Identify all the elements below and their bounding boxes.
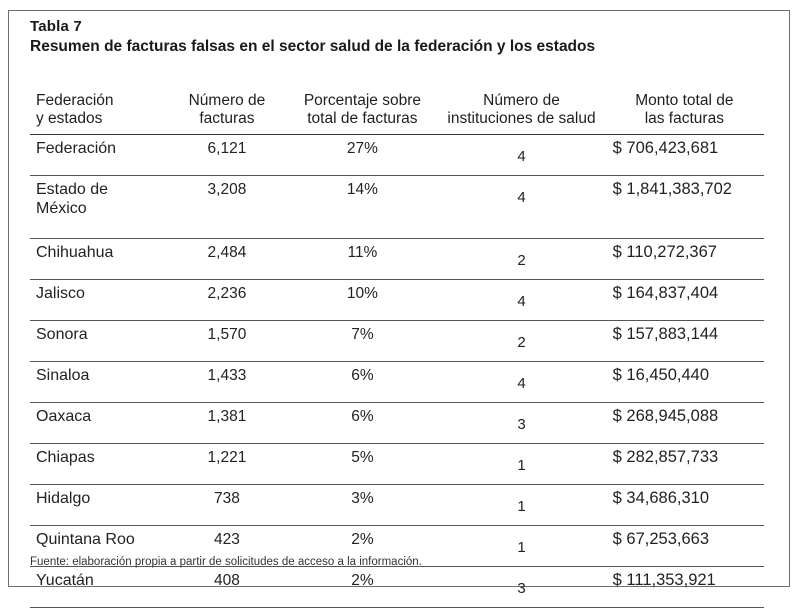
header-institutions	[438, 84, 604, 135]
cell-percent: 2%	[351, 531, 374, 548]
cell-state: Oaxaca	[36, 408, 92, 425]
header-amount-label: Monto total de las facturas	[635, 92, 734, 127]
table-header-row	[30, 84, 764, 135]
cell-invoices: 2,236	[207, 285, 247, 302]
cell-invoices: 408	[214, 572, 240, 589]
cell-state: Hidalgo	[36, 490, 91, 507]
cell-percent: 27%	[346, 140, 378, 157]
table-number: Tabla 7	[30, 18, 82, 35]
cell-state: Yucatán	[36, 572, 94, 589]
cell-amount: $ 706,423,681	[612, 139, 719, 157]
cell-percent: 2%	[351, 572, 374, 589]
cell-institutions: 3	[517, 416, 526, 433]
cell-amount: $ 157,883,144	[612, 325, 719, 343]
cell-percent: 3%	[351, 490, 374, 507]
cell-institutions: 1	[517, 498, 526, 515]
cell-state: Quintana Roo	[36, 531, 135, 548]
cell-amount: $ 268,945,088	[612, 407, 719, 425]
cell-percent: 6%	[351, 408, 374, 425]
cell-invoices: 738	[214, 490, 240, 507]
table-row	[30, 567, 764, 608]
cell-amount: $ 164,837,404	[612, 284, 719, 302]
header-amount	[605, 84, 764, 135]
table-row	[30, 444, 764, 485]
header-invoices-label: Número de facturas	[188, 92, 266, 127]
cell-amount: $ 16,450,440	[612, 366, 709, 384]
cell-amount: $ 1,841,383,702	[612, 180, 732, 198]
cell-institutions: 4	[517, 148, 526, 165]
cell-state: Sinaloa	[36, 367, 90, 384]
cell-percent: 10%	[346, 285, 378, 302]
cell-invoices: 6,121	[207, 140, 247, 157]
cell-institutions: 2	[517, 252, 526, 269]
table-row	[30, 362, 764, 403]
cell-state: Sonora	[36, 326, 88, 343]
cell-invoices: 3,208	[207, 181, 247, 198]
cell-amount: $ 282,857,733	[612, 448, 719, 466]
table-row	[30, 485, 764, 526]
cell-institutions: 2	[517, 334, 526, 351]
cell-percent: 11%	[347, 244, 378, 261]
table-row	[30, 135, 764, 176]
table-row	[30, 403, 764, 444]
header-percent-label: Porcentaje sobre total de facturas	[303, 92, 421, 127]
cell-state: Estado de México	[36, 181, 109, 217]
cell-amount: $ 34,686,310	[612, 489, 709, 507]
cell-institutions: 3	[517, 580, 526, 597]
header-percent	[286, 84, 438, 135]
cell-institutions: 4	[517, 189, 526, 206]
cell-institutions: 4	[517, 293, 526, 310]
cell-institutions: 4	[517, 375, 526, 392]
cell-percent: 7%	[351, 326, 374, 343]
cell-institutions: 1	[517, 457, 526, 474]
table-row	[30, 280, 764, 321]
table-row	[30, 239, 764, 280]
source-note: Fuente: elaboración propia a partir de solicitudes de acceso a la información.	[30, 556, 422, 568]
header-state	[30, 84, 167, 135]
header-state-label: Federación y estados	[36, 92, 114, 127]
table-row	[30, 176, 764, 239]
cell-amount: $ 110,272,367	[612, 243, 717, 261]
cell-invoices: 423	[214, 531, 240, 548]
cell-percent: 5%	[351, 449, 374, 466]
invoice-summary-table	[30, 84, 764, 608]
table-title: Resumen de facturas falsas en el sector salud de la federación y los estados	[30, 38, 596, 55]
cell-percent: 14%	[346, 181, 378, 198]
cell-invoices: 1,381	[207, 408, 247, 425]
cell-invoices: 2,484	[207, 244, 247, 261]
cell-invoices: 1,570	[207, 326, 247, 343]
header-invoices	[167, 84, 286, 135]
table-row	[30, 321, 764, 362]
cell-amount: $ 111,353,921	[612, 571, 716, 589]
cell-percent: 6%	[351, 367, 374, 384]
cell-amount: $ 67,253,663	[612, 530, 709, 548]
cell-invoices: 1,221	[207, 449, 247, 466]
cell-state: Chiapas	[36, 449, 95, 466]
header-institutions-label: Número de instituciones de salud	[447, 92, 596, 127]
cell-institutions: 1	[517, 539, 526, 556]
cell-state: Chihuahua	[36, 244, 114, 261]
cell-state: Jalisco	[36, 285, 85, 302]
cell-invoices: 1,433	[207, 367, 247, 384]
cell-state: Federación	[36, 140, 117, 157]
